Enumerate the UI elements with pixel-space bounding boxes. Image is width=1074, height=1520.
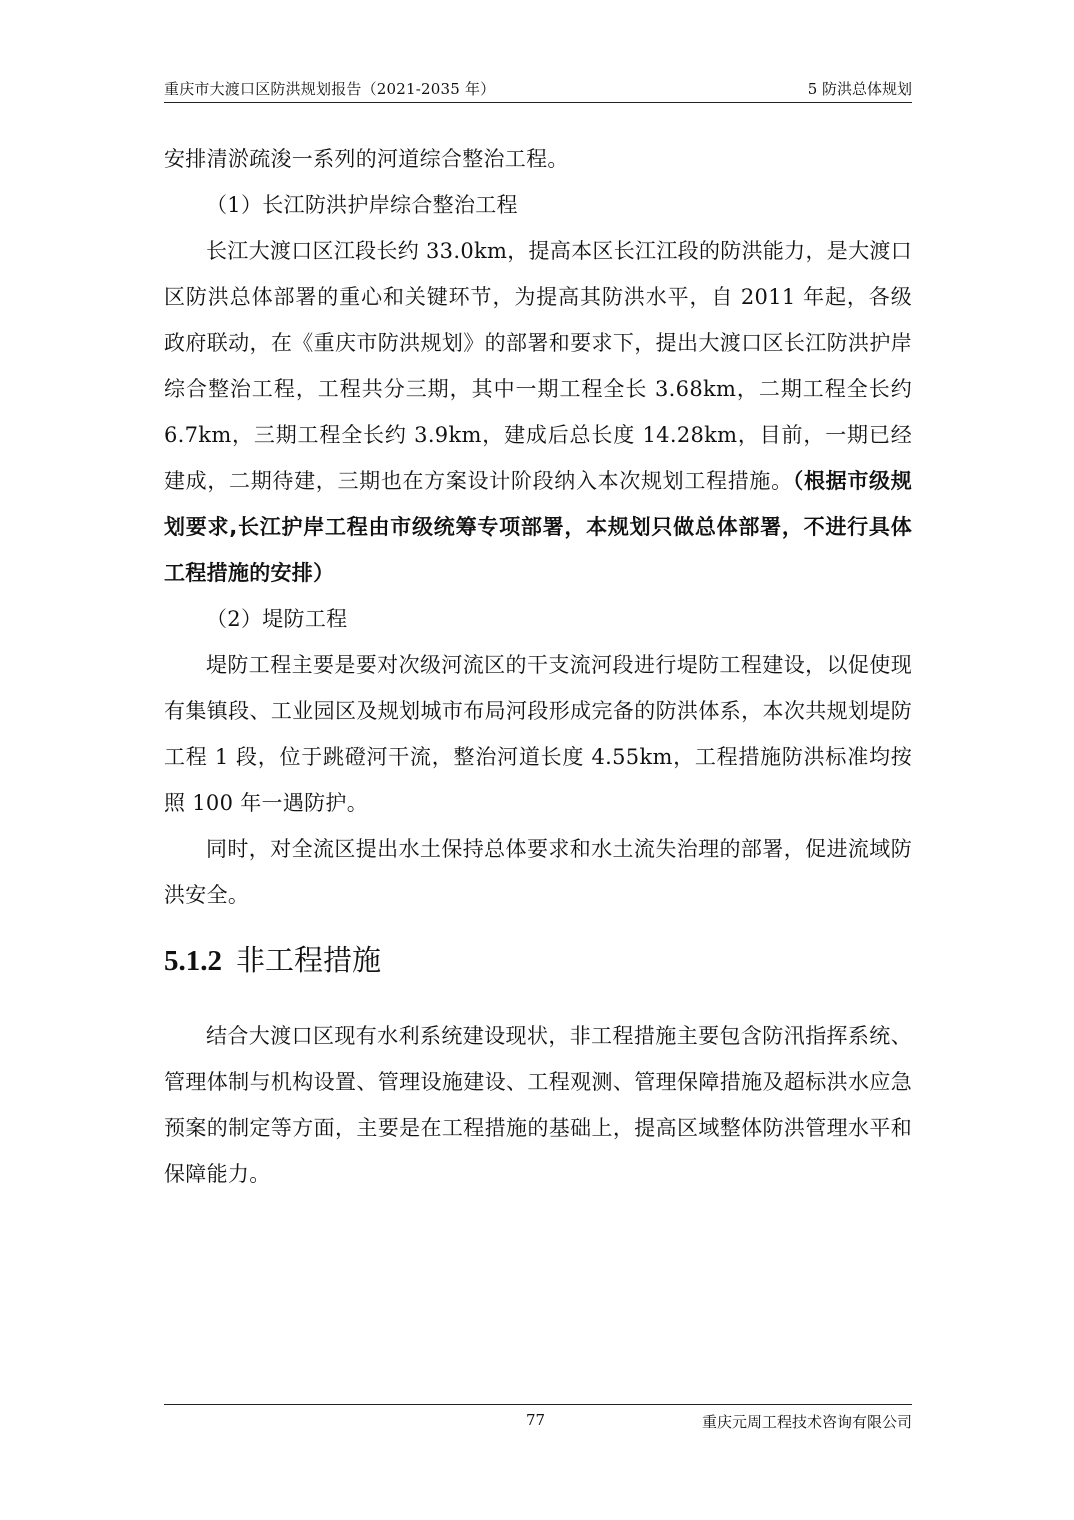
subsection-item-1: （1）长江防洪护岸综合整治工程 — [206, 193, 518, 217]
paragraph-yangtze-text: 长江大渡口区江段长约 33.0km，提高本区长江江段的防洪能力，是大渡口区防洪总体部署的重心和关键环节，为提高其防洪水平，自 2011 年起，各级政府联动，在《重庆市防洪规划》的部署和要求下，提出大渡口区长江防洪护岸综合整治工程，工程共分三期，其中一期工程全长 3.68km，二期工程全长约 6.7km，三期工程全长约 3.9km，建成后总长度 14.28km，目前，一期已经建成，二期待建，三期也在方案设计阶段纳入本次规划工程措施。 — [164, 239, 912, 493]
page-body — [164, 136, 912, 1197]
header-report-title: 重庆市大渡口区防洪规划报告（2021-2035 年） — [164, 80, 496, 98]
footer-company: 重庆元周工程技术咨询有限公司 — [701, 1413, 912, 1431]
section-number: 5.1.2 — [164, 945, 222, 977]
paragraph-yangtze-embankment — [164, 228, 912, 596]
subsection-item-2: （2）堤防工程 — [206, 607, 348, 631]
paragraph-levee-works: 堤防工程主要是要对次级河流区的干支流河段进行堤防工程建设，以促使现有集镇段、工业园区及规划城市布局河段形成完备的防洪体系，本次共规划堤防工程 1 段，位于跳磴河干流，整治河道长度 4.55km，工程措施防洪标准均按照 100 年一遇防护。 — [164, 653, 912, 815]
header-chapter-title: 5 防洪总体规划 — [807, 80, 912, 98]
page-header — [164, 74, 912, 103]
page-footer — [164, 1404, 912, 1435]
paragraph-non-engineering: 结合大渡口区现有水利系统建设现状，非工程措施主要包含防汛指挥系统、管理体制与机构设置、管理设施建设、工程观测、管理保障措施及超标洪水应急预案的制定等方面，主要是在工程措施的基础上，提高区域整体防洪管理水平和保障能力。 — [164, 1024, 912, 1186]
page-number: 77 — [526, 1411, 546, 1429]
paragraph-yangtze-note: （根据市级规划要求,长江护岸工程由市级统筹专项部署，本规划只做总体部署，不进行具体工程措施的安排） — [164, 469, 912, 585]
section-title: 非工程措施 — [236, 943, 382, 977]
section-heading — [164, 940, 912, 981]
paragraph-continuation: 安排清淤疏浚一系列的河道综合整治工程。 — [164, 147, 569, 171]
paragraph-soil-conservation: 同时，对全流区提出水土保持总体要求和水土流失治理的部署，促进流域防洪安全。 — [164, 837, 912, 907]
